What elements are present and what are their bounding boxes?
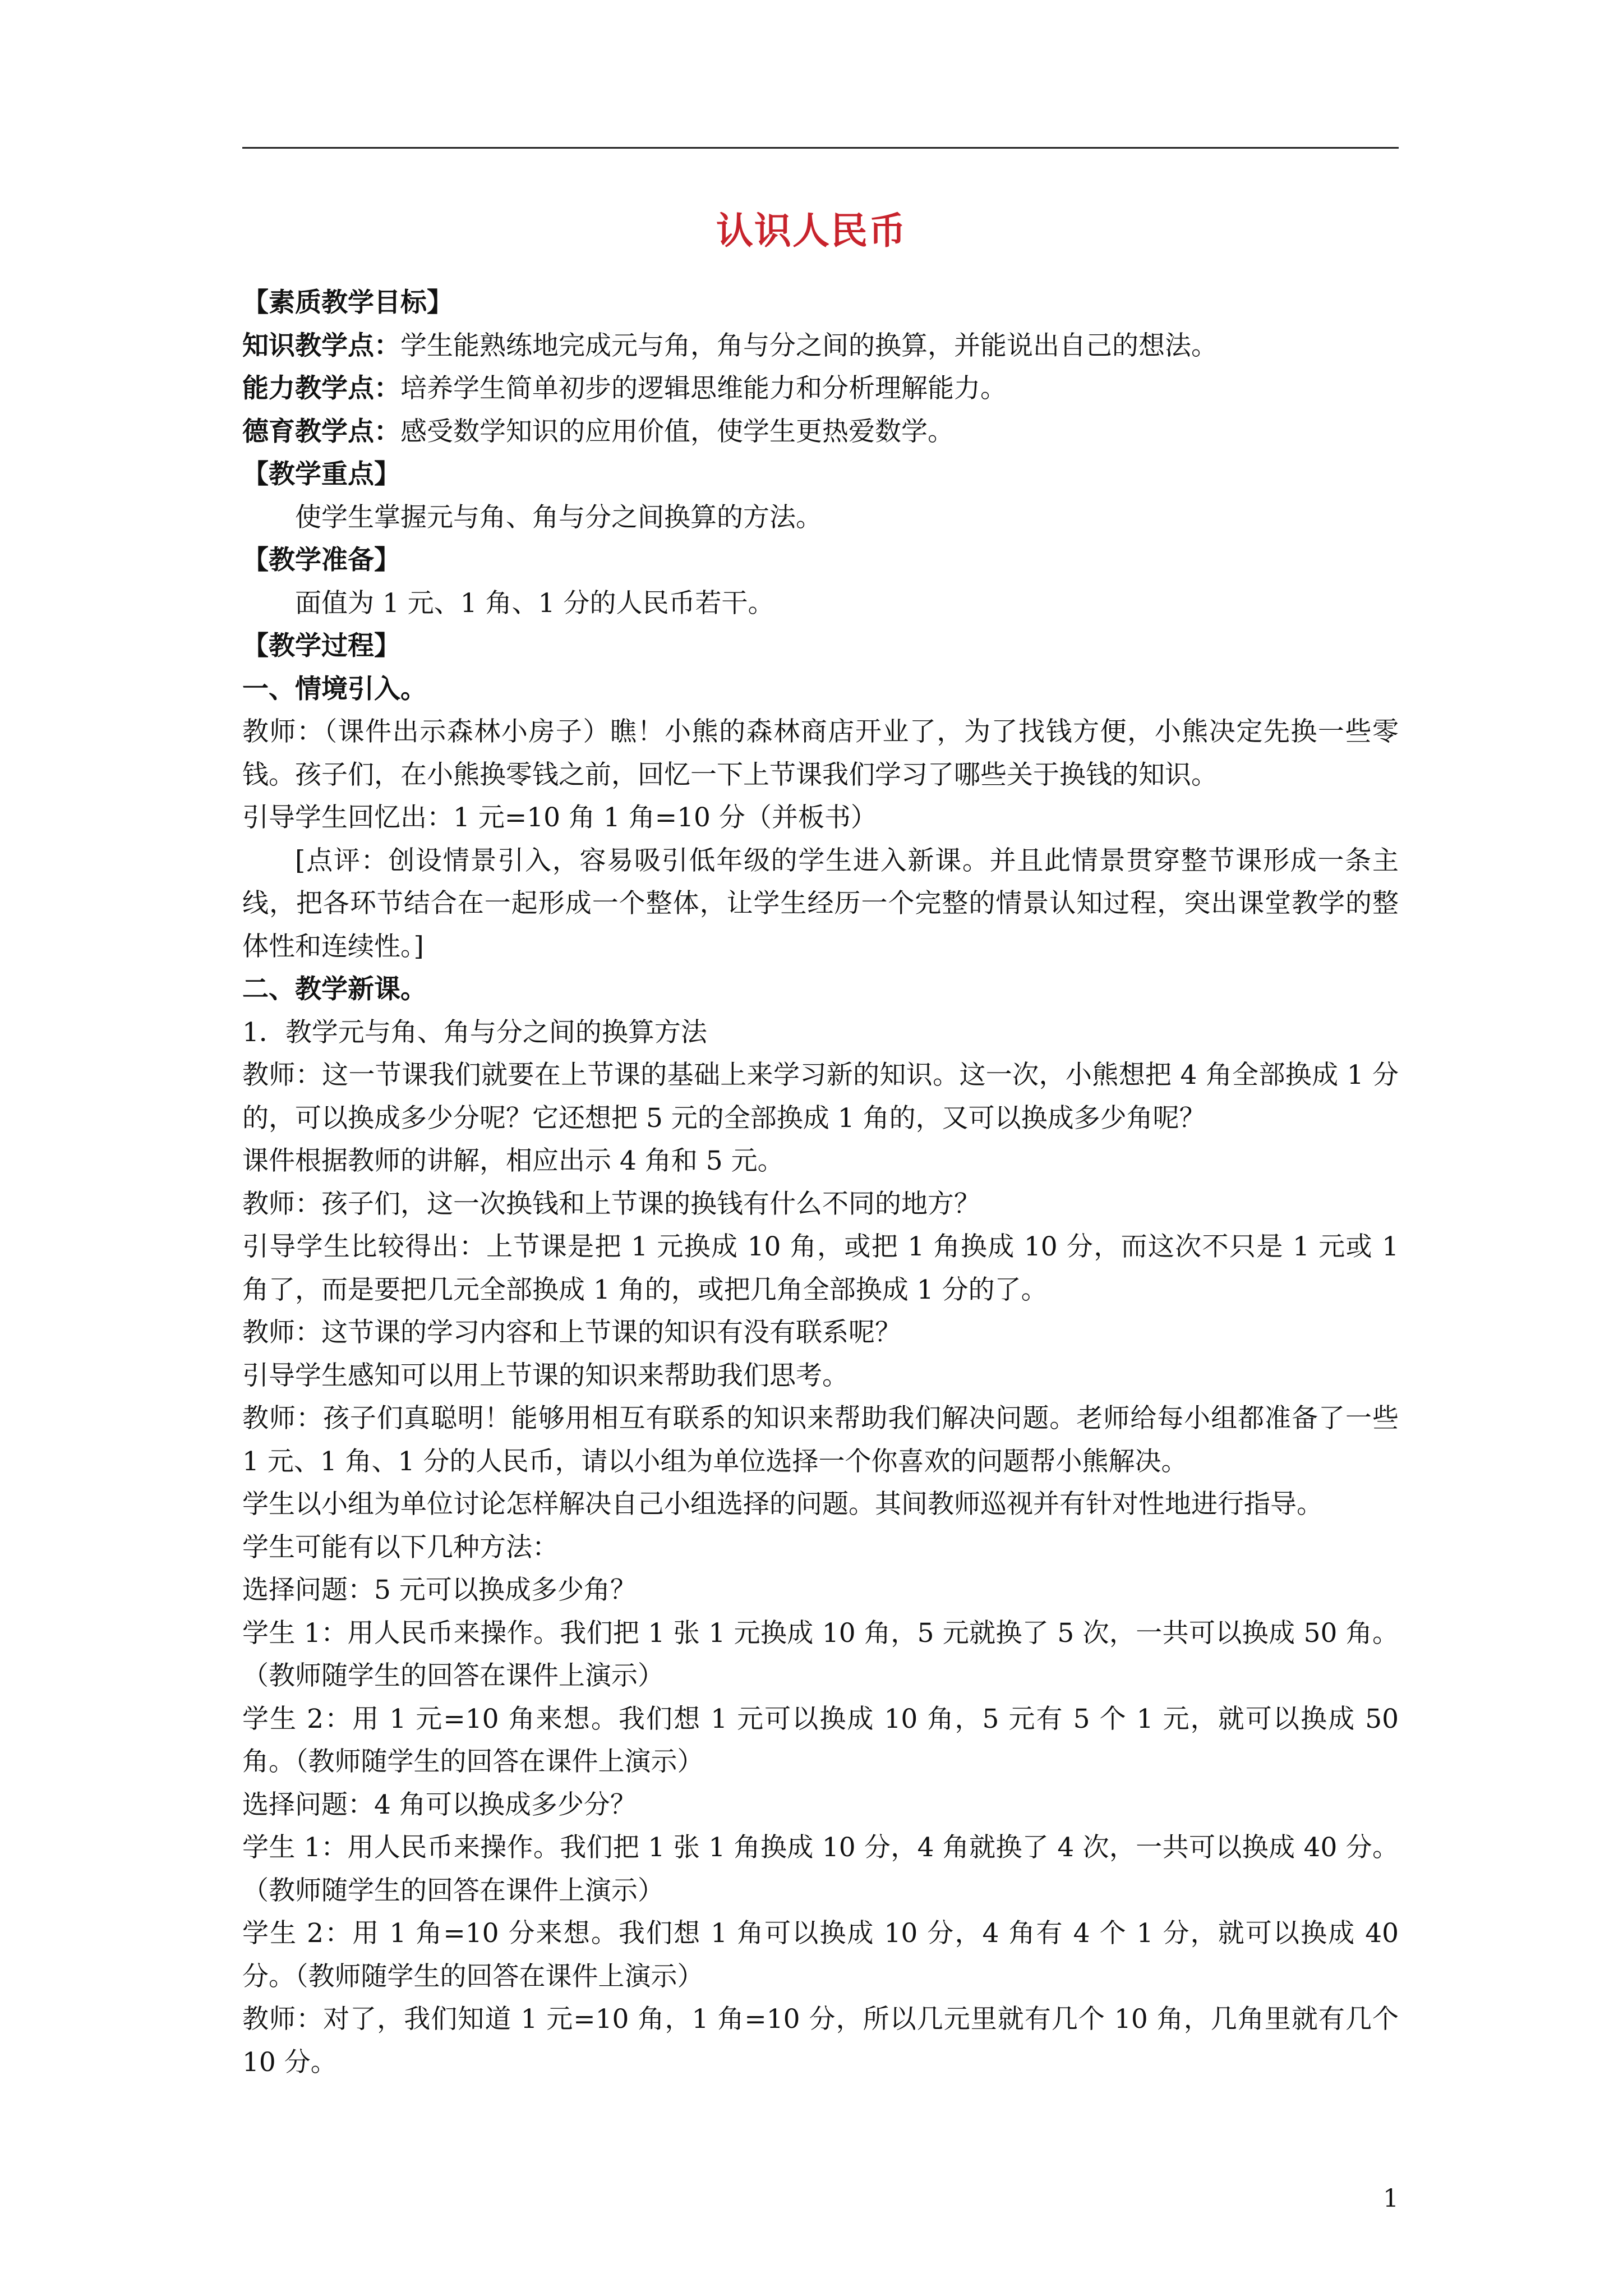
objective-label: 知识教学点： bbox=[242, 330, 400, 361]
body-paragraph: 选择问题：4 角可以换成多少分？ bbox=[242, 1789, 637, 1820]
objective-text: 学生能熟练地完成元与角，角与分之间的换算，并能说出自己的想法。 bbox=[400, 330, 1218, 361]
body-paragraph: 教师：（课件出示森林小房子）瞧！小熊的森林商店开业了，为了找钱方便，小熊决定先换一些零钱。孩子们，在小熊换零钱之前，回忆一下上节课我们学习了哪些关于换钱的知识。 bbox=[242, 716, 1399, 790]
body-paragraph: 学生 2：用 1 元=10 角来想。我们想 1 元可以换成 10 角，5 元有 5 个 1 元，就可以换成 50 角。（教师随学生的回答在课件上演示） bbox=[242, 1703, 1399, 1777]
body-paragraph: 学生可能有以下几种方法： bbox=[242, 1531, 559, 1563]
body-paragraph: 学生 1：用人民币来操作。我们把 1 张 1 角换成 10 分，4 角就换了 4 次，一共可以换成 40 分。（教师随学生的回答在课件上演示） bbox=[242, 1832, 1399, 1906]
objective-item bbox=[242, 411, 1399, 454]
body-paragraph: 选择问题：5 元可以换成多少角？ bbox=[242, 1575, 637, 1605]
body-paragraph: 教师：孩子们，这一次换钱和上节课的换钱有什么不同的地方？ bbox=[242, 1188, 980, 1220]
body-paragraph: 课件根据教师的讲解，相应出示 4 角和 5 元。 bbox=[242, 1145, 784, 1176]
section-heading: 【教学准备】 bbox=[242, 545, 400, 576]
body-paragraph: 引导学生回忆出：1 元=10 角 1 角=10 分（并板书） bbox=[242, 802, 877, 833]
header-rule bbox=[242, 147, 1399, 149]
section-heading: 【教学过程】 bbox=[242, 631, 400, 661]
body-paragraph: 教师：这节课的学习内容和上节课的知识有没有联系呢？ bbox=[242, 1317, 901, 1348]
body-paragraph: 教师：这一节课我们就要在上节课的基础上来学习新的知识。这一次，小熊想把 4 角全部换成 1 分的，可以换成多少分呢？它还想把 5 元的全部换成 1 角的，又可以换成多少角呢？ bbox=[242, 1060, 1399, 1134]
objective-item bbox=[242, 325, 1399, 368]
body-paragraph: 1．教学元与角、角与分之间的换算方法 bbox=[242, 1016, 707, 1048]
document-body bbox=[242, 282, 1399, 2084]
body-paragraph: 引导学生比较得出：上节课是把 1 元换成 10 角，或把 1 角换成 10 分，而这次不只是 1 元或 1 角了，而是要把几元全部换成 1 角的，或把几角全部换成 1 分的了。 bbox=[242, 1231, 1399, 1305]
page-number: 1 bbox=[1383, 2184, 1399, 2213]
section-heading: 一、情境引入。 bbox=[242, 673, 427, 705]
body-paragraph: 教师：对了，我们知道 1 元=10 角，1 角=10 分，所以几元里就有几个 10 角，几角里就有几个 10 分。 bbox=[242, 2004, 1399, 2078]
body-paragraph: 引导学生感知可以用上节课的知识来帮助我们思考。 bbox=[242, 1360, 849, 1391]
objective-text: 培养学生简单初步的逻辑思维能力和分析理解能力。 bbox=[400, 373, 1007, 404]
indented-paragraph: 面值为 1 元、1 角、1 分的人民币若干。 bbox=[295, 587, 774, 619]
objective-item bbox=[242, 367, 1399, 411]
objective-label: 能力教学点： bbox=[242, 373, 400, 404]
section-heading: 【素质教学目标】 bbox=[242, 287, 453, 318]
body-paragraph: 学生以小组为单位讨论怎样解决自己小组选择的问题。其间教师巡视并有针对性地进行指导。 bbox=[242, 1489, 1323, 1520]
page-title: 认识人民币 bbox=[716, 209, 907, 252]
indented-paragraph: [点评：创设情景引入，容易吸引低年级的学生进入新课。并且此情景贯穿整节课形成一条主线，把各环节结合在一起形成一个整体，让学生经历一个完整的情景认知过程，突出课堂教学的整体性和连续性。] bbox=[242, 845, 1399, 962]
body-paragraph: 学生 1：用人民币来操作。我们把 1 张 1 元换成 10 角，5 元就换了 5 次，一共可以换成 50 角。（教师随学生的回答在课件上演示） bbox=[242, 1617, 1399, 1691]
body-paragraph: 教师：孩子们真聪明！能够用相互有联系的知识来帮助我们解决问题。老师给每小组都准备了一些 1 元、1 角、1 分的人民币，请以小组为单位选择一个你喜欢的问题帮小熊解决。 bbox=[242, 1403, 1399, 1477]
objective-text: 感受数学知识的应用价值，使学生更热爱数学。 bbox=[400, 416, 954, 447]
indented-paragraph: 使学生掌握元与角、角与分之间换算的方法。 bbox=[295, 501, 822, 533]
section-heading: 【教学重点】 bbox=[242, 459, 400, 490]
section-heading: 二、教学新课。 bbox=[242, 974, 427, 1005]
body-paragraph: 学生 2：用 1 角=10 分来想。我们想 1 角可以换成 10 分，4 角有 4 个 1 分，就可以换成 40 分。（教师随学生的回答在课件上演示） bbox=[242, 1918, 1399, 1992]
objective-label: 德育教学点： bbox=[242, 416, 400, 447]
